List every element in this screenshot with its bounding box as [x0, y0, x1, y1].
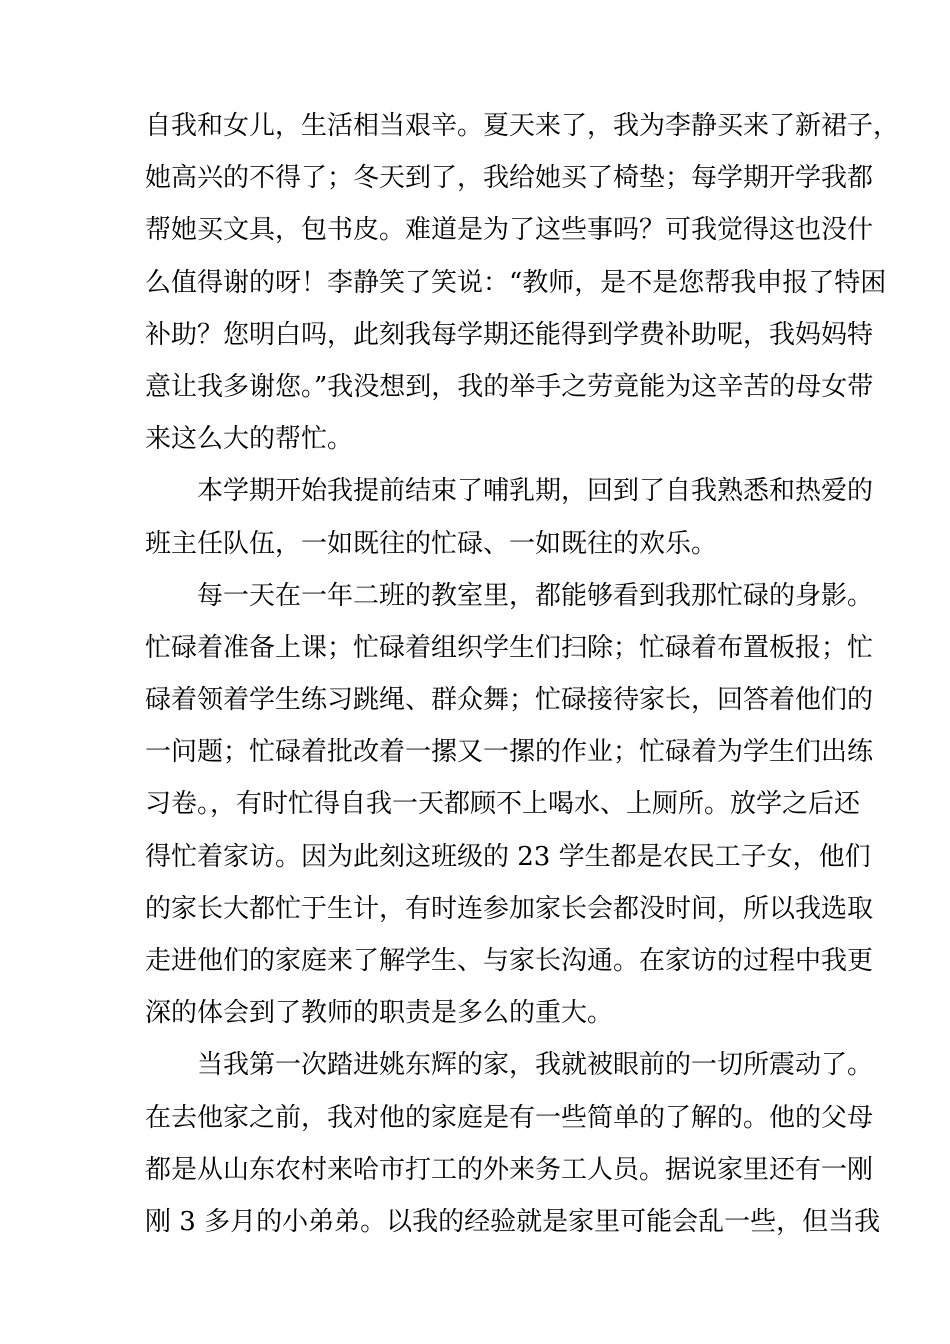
text-line: 补助？您明白吗，此刻我每学期还能得到学费补助呢，我妈妈特 [145, 319, 874, 350]
body-text [145, 100, 900, 1248]
text-line: 深的体会到了教师的职责是多么的重大。 [145, 998, 614, 1029]
text-line: 自我和女儿，生活相当艰辛。夏天来了，我为李静买来了新裙子， [145, 111, 900, 141]
paragraph-first-line: 每一天在一年二班的教室里，都能够看到我那忙碌的身影。 [197, 580, 874, 611]
text-line: 在去他家之前，我对他的家庭是有一些简单的了解的。他的父母 [145, 1102, 874, 1133]
text-line: 都是从山东农村来哈市打工的外来务工人员。据说家里还有一刚 [145, 1154, 874, 1185]
text-line: 刚 3 多月的小弟弟。以我的经验就是家里可能会乱一些，但当我 [145, 1206, 881, 1237]
text-line: 班主任队伍，一如既往的忙碌、一如既往的欢乐。 [145, 528, 718, 559]
text-line: 走进他们的家庭来了解学生、与家长沟通。在家访的过程中我更 [145, 946, 874, 976]
text-line: 她高兴的不得了；冬天到了，我给她买了椅垫；每学期开学我都 [145, 163, 874, 194]
text-line: 意让我多谢您。”我没想到，我的举手之劳竟能为这辛苦的母女带 [145, 371, 874, 402]
text-line: 么值得谢的呀！李静笑了笑说：“教师，是不是您帮我申报了特困 [145, 267, 887, 298]
text-line: 习卷。，有时忙得自我一天都顾不上喝水、上厕所。放学之后还 [145, 789, 861, 820]
paragraph-first-line: 本学期开始我提前结束了哺乳期，回到了自我熟悉和热爱的 [197, 476, 874, 507]
text-line: 帮她买文具，包书皮。难道是为了这些事吗？可我觉得这也没什 [145, 215, 874, 246]
text-line: 来这么大的帮忙。 [145, 424, 354, 455]
text-line: 碌着领着学生练习跳绳、群众舞；忙碌接待家长，回答着他们的 [145, 685, 874, 716]
text-line: 忙碌着准备上课；忙碌着组织学生们扫除；忙碌着布置板报；忙 [145, 632, 874, 663]
paragraph-first-line: 当我第一次踏进姚东辉的家，我就被眼前的一切所震动了。 [197, 1050, 874, 1081]
text-line: 一问题；忙碌着批改着一摞又一摞的作业；忙碌着为学生们出练 [145, 737, 874, 768]
text-line: 得忙着家访。因为此刻这班级的 23 学生都是农民工子女，他们 [145, 841, 871, 872]
text-line: 的家长大都忙于生计，有时连参加家长会都没时间，所以我选取 [145, 893, 874, 924]
